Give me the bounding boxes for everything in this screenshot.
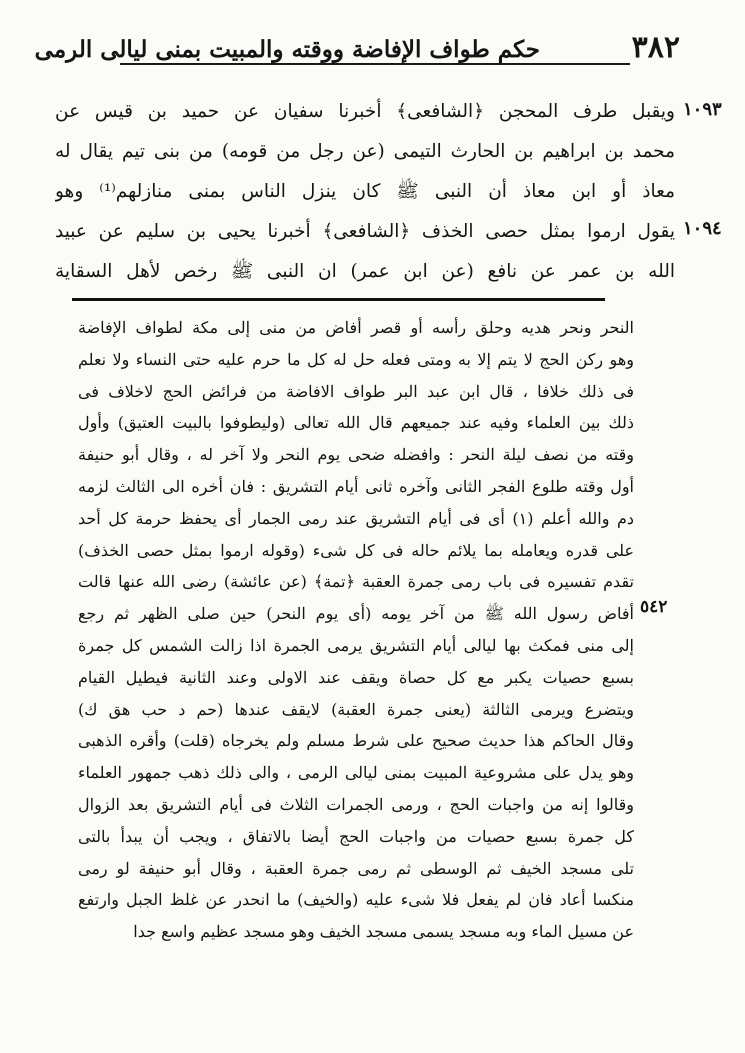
text-line: يقول ارموا بمثل حصى الخذف ﴿الشافعى﴾ أخبرنا يحيى بن سليم عن عبيد: [55, 221, 675, 242]
text-line: معاذ أو ابن معاذ أن النبى ﷺ كان ينزل الناس بمنى منازلهم⁽¹⁾ وهو: [55, 181, 675, 202]
commentary-line: دم والله أعلم (١) أى فى أيام التشريق عند رمى الجمار أى يحفظ حرمة كل أحد: [78, 508, 634, 528]
commentary-line: تقدم تفسيره فى باب رمى جمرة العقبة ﴿تمة﴾ (عن عائشة) رضى الله عنها قالت: [78, 572, 634, 592]
commentary-line: ويتضرع ويرمى الثالثة (يعنى جمرة العقبة) لايقف عندها (حم د حب هق ك): [78, 699, 634, 719]
header-rule: [120, 63, 630, 65]
footnote-divider: [72, 298, 605, 301]
commentary-line: كل جمرة بسبع حصيات من واجبات الحج أيضا بالاتفاق ، ويجب أن يبدأ بالتى: [78, 826, 634, 846]
commentary-line: تلى مسجد الخيف ثم الوسطى ثم رمى جمرة العقبة ، وقال أبو حنيفة لو رمى: [78, 858, 634, 878]
commentary-line: أول وقته طلوع الفجر الثانى وآخره ثانى أيام التشريق : فان أخره الى الثالث لزمه: [78, 476, 634, 496]
commentary-text: [78, 312, 634, 948]
text-line: الله بن عمر عن نافع (عن ابن عمر) ان النبى ﷺ رخص لأهل السقاية: [55, 261, 675, 282]
commentary-line: أفاض رسول الله ﷺ من آخر يومه (أى يوم النحر) حين صلى الظهر ثم رجع: [78, 604, 634, 624]
text-line: محمد بن ابراهيم بن الحارث التيمى (عن رجل من قومه) من بنى تيم يقال له: [55, 141, 675, 162]
hadith-number: ١٠٩٣: [683, 99, 722, 120]
page-number: ٣٨٢: [631, 30, 680, 65]
commentary-line: وقالوا إنه من واجبات الحج ، ورمى الجمرات الثلاث فى أيام التشريق بعد الزوال: [78, 794, 634, 814]
commentary-line: وهو يدل على مشروعية المبيت بمنى ليالى الرمى ، والى ذلك ذهب جمهور العلماء: [78, 763, 634, 783]
commentary-line: وقال الحاكم هذا حديث صحيح على شرط مسلم ولم يخرجاه (قلت) وأقره الذهبى: [78, 731, 634, 751]
commentary-line: النحر ونحر هديه وحلق رأسه أو قصر أفاض من منى إلى مكة لطواف الإفاضة: [78, 318, 634, 337]
commentary-line: إلى منى فمكث بها ليالى أيام التشريق يرمى الجمرة اذا زالت الشمس كل جمرة: [78, 635, 634, 655]
hadith-number: ١٠٩٤: [683, 218, 722, 239]
text-line: ويقبل طرف المحجن ﴿الشافعى﴾ أخبرنا سفيان عن حميد بن قيس عن: [55, 101, 675, 122]
commentary-line: عن مسيل الماء وبه مسجد يسمى مسجد الخيف وهو مسجد عظيم واسع جدا: [133, 922, 634, 942]
hadith-text: [55, 92, 675, 292]
commentary-number: ٥٤٢: [640, 597, 668, 617]
commentary-line: وهو ركن الحج لا يتم إلا به ومتى فعله حل له كل ما حرم عليه حتى النساء ولا نعلم: [78, 349, 634, 369]
running-title: حكم طواف الإفاضة ووقته والمبيت بمنى ليالى الرمى: [34, 36, 540, 63]
commentary-line: منكسا أعاد فان لم يفعل فلا شىء عليه (والخيف) ما انحدر عن غلظ الجبل وارتفع: [78, 890, 634, 910]
commentary-line: ذلك بين العلماء وفيه عند جميعهم قال الله تعالى (وليطوفوا بالبيت العتيق) وأول: [78, 413, 634, 433]
commentary-line: بسبع حصيات يكبر مع كل حصاة ويقف عند الاولى وعند الثانية فيطيل القيام: [78, 667, 634, 687]
commentary-line: على قدره ويعامله بما يلائم حاله فى كل شىء (وقوله ارموا بمثل حصى الخذف): [78, 540, 634, 560]
commentary-line: وقته من نصف ليلة النحر : وافضله ضحى يوم النحر ولا آخر له ، وقال أبو حنيفة: [78, 445, 634, 465]
commentary-line: فى ذلك خلافا ، قال ابن عبد البر طواف الافاضة من فرائض الحج لاخلاف فى: [78, 381, 634, 401]
